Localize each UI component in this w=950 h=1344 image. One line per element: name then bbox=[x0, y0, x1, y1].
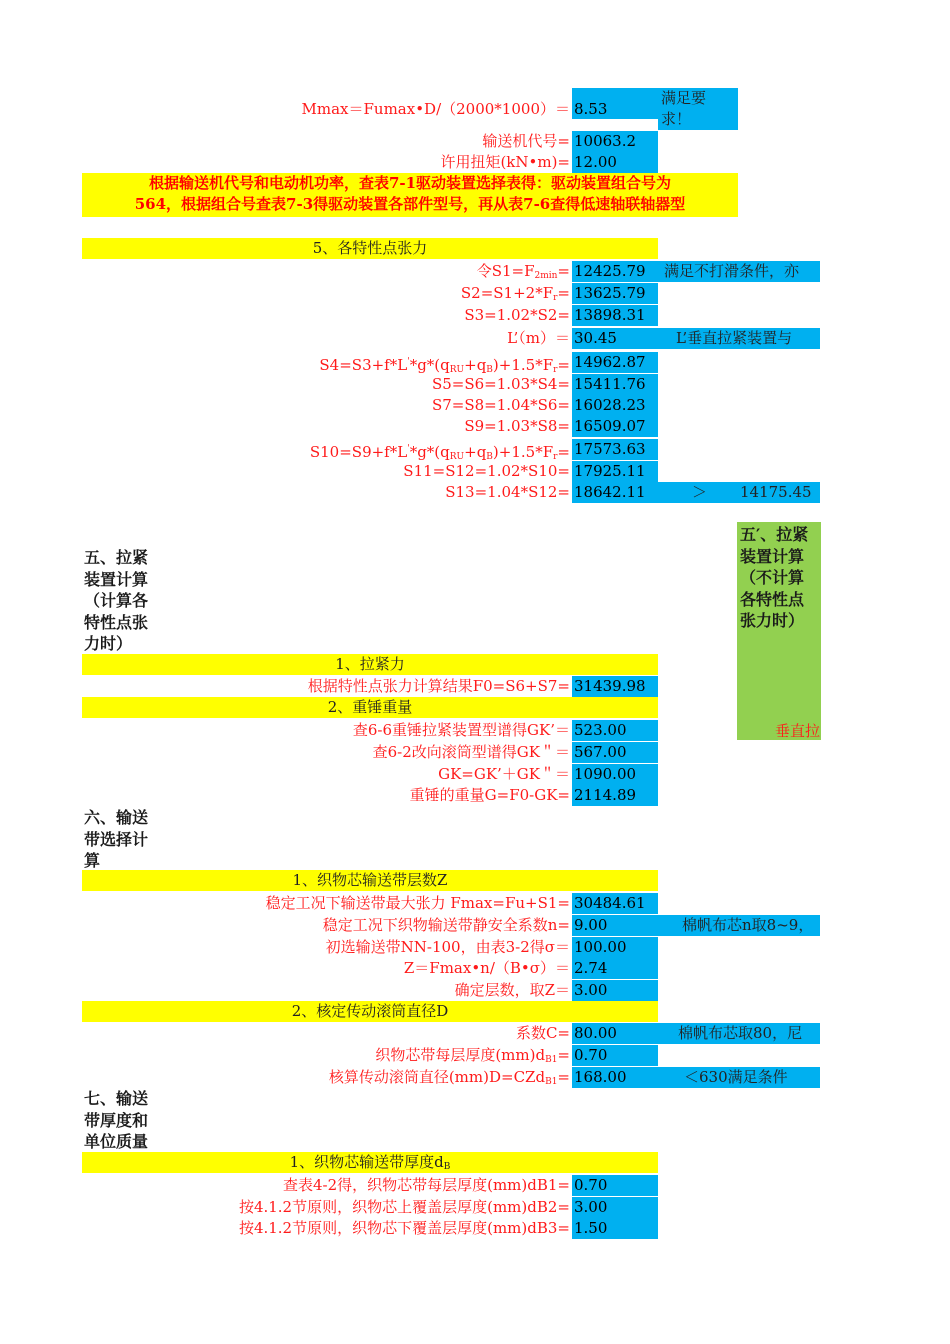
gk2-value: 567.00 bbox=[572, 742, 658, 763]
s13-value: 18642.11 bbox=[572, 482, 658, 503]
row-db2-thickness bbox=[0, 1197, 950, 1218]
row-z bbox=[0, 958, 950, 979]
s10-label: $S10=S9+f*L'*g*(q_{RU}+q_B)+1.5*F_r=$ bbox=[309, 443, 570, 462]
row-f0 bbox=[0, 676, 950, 697]
s2-value: 13625.79 bbox=[572, 283, 658, 304]
d-value: 168.00 bbox=[572, 1067, 658, 1088]
row-s11 bbox=[0, 461, 950, 482]
sigma-label: 初选输送带NN-100，由表3-2得σ＝ bbox=[325, 938, 570, 956]
t1-value: 0.70 bbox=[572, 1175, 658, 1196]
row-fmax bbox=[0, 893, 950, 914]
c-value: 80.00 bbox=[572, 1023, 658, 1044]
mmax-note: 满足要求！ bbox=[661, 89, 707, 128]
sigma-value: 100.00 bbox=[572, 937, 658, 958]
row-g bbox=[0, 785, 950, 806]
f0-label: 根据特性点张力计算结果F0=S6+S7= bbox=[307, 677, 570, 695]
row-s1 bbox=[0, 261, 950, 282]
row-d bbox=[0, 1067, 950, 1088]
alt-take-up-panel bbox=[737, 522, 821, 740]
s9-value: 16509.07 bbox=[572, 416, 658, 437]
row-s4 bbox=[0, 352, 950, 373]
take-up-section-title: 五、拉紧装置计算（计算各特性点张力时） bbox=[84, 548, 149, 653]
gk2-label: 查6-2改向滚筒型谱得GK＂＝ bbox=[372, 743, 570, 761]
row-c bbox=[0, 1023, 950, 1044]
conveyor-code-label: 输送机代号= bbox=[482, 132, 570, 150]
db1-value: 0.70 bbox=[572, 1045, 658, 1066]
row-s10 bbox=[0, 439, 950, 460]
drive-selection-warning bbox=[82, 173, 738, 217]
warning-line-1: 根据输送机代号和电动机功率，查表7-1驱动装置选择表得：驱动装置组合号为 bbox=[148, 174, 672, 192]
torque-label: 许用扭矩(kN•m)= bbox=[440, 153, 570, 171]
s5-label: S5=S6=1.03*S4= bbox=[431, 375, 570, 393]
t1-label: 查表4-2得，织物芯带每层厚度(mm)dB1= bbox=[282, 1176, 570, 1194]
row-conveyor-code bbox=[0, 131, 950, 152]
s1-value: 12425.79 bbox=[572, 261, 658, 282]
row-db1-thickness bbox=[0, 1175, 950, 1196]
row-torque bbox=[0, 152, 950, 173]
row-s2 bbox=[0, 283, 950, 304]
warning-line-2: 564，根据组合号查表7-3得驱动装置各部件型号，再从表7-6查得低速轴联轴器型 bbox=[134, 195, 686, 213]
z-value: 2.74 bbox=[572, 958, 658, 979]
row-db3-thickness bbox=[0, 1218, 950, 1239]
pulley-diameter-header: 2、核定传动滚筒直径D bbox=[82, 1001, 658, 1022]
alt-take-up-title: 五′、拉紧装置计算（不计算各特性点张力时） bbox=[740, 525, 809, 630]
db1-label-text: 织物芯带每层厚度(mm)d bbox=[375, 1046, 546, 1064]
c-label: 系数C= bbox=[515, 1024, 570, 1042]
row-l bbox=[0, 328, 950, 349]
row-gk2 bbox=[0, 742, 950, 763]
l-value: 30.45 bbox=[572, 328, 658, 349]
belt-select-section-title: 六、输送带选择计算 bbox=[84, 808, 149, 870]
c-note: 棉帆布芯取80，尼 bbox=[658, 1023, 820, 1044]
fmax-label: 稳定工况下输送带最大张力 Fmax=Fu+S1= bbox=[265, 894, 570, 912]
s1-note: 满足不打滑条件，亦 bbox=[658, 261, 820, 282]
row-s9 bbox=[0, 416, 950, 437]
row-gk bbox=[0, 764, 950, 785]
s13-note-value: 14175.45 bbox=[740, 483, 812, 501]
take-up-force-header: 1、拉紧力 bbox=[82, 654, 658, 675]
row-s13 bbox=[0, 482, 950, 503]
tension-header: 5、各特性点张力 bbox=[82, 238, 658, 259]
row-sigma bbox=[0, 937, 950, 958]
s11-label: S11=S12=1.02*S10= bbox=[403, 462, 570, 480]
n-note: 棉帆布芯n取8~9， bbox=[658, 915, 820, 936]
conveyor-code-value: 10063.2 bbox=[572, 131, 658, 152]
n-value: 9.00 bbox=[572, 915, 658, 936]
s1-label: 令$S1=F_{2min}=$ bbox=[476, 262, 570, 281]
g-value: 2114.89 bbox=[572, 785, 658, 806]
ply-count-header: 1、织物芯输送带层数Z bbox=[82, 870, 658, 891]
gk-label: GK=GK’＋GK＂＝ bbox=[438, 765, 570, 783]
s13-note bbox=[658, 482, 820, 503]
s9-label: S9=1.03*S8= bbox=[464, 417, 570, 435]
s4-label: $S4=S3+f*L'*g*(q_{RU}+q_B)+1.5*F_r=$ bbox=[319, 356, 570, 375]
n-label: 稳定工况下织物输送带静安全系数n= bbox=[322, 916, 570, 934]
s3-value: 13898.31 bbox=[572, 305, 658, 326]
s3-label: S3=1.02*S2= bbox=[464, 306, 570, 324]
z-final-value: 3.00 bbox=[572, 980, 658, 1001]
s13-label: S13=1.04*S12= bbox=[445, 483, 570, 501]
counterweight-header: 2、重锤重量 bbox=[82, 697, 658, 718]
row-s5 bbox=[0, 374, 950, 395]
z-label: Z＝Fmax•n/（B•σ）＝ bbox=[403, 959, 570, 977]
d-label: 核算传动滚筒直径(mm)D=CZd$_{B1}$= bbox=[328, 1068, 570, 1087]
z-final-label: 确定层数，取Z＝ bbox=[454, 981, 570, 999]
l-label: L’（m）＝ bbox=[507, 329, 570, 347]
t3-value: 1.50 bbox=[572, 1218, 658, 1239]
row-s7 bbox=[0, 395, 950, 416]
fmax-value: 30484.61 bbox=[572, 893, 658, 914]
s10-value: 17573.63 bbox=[572, 439, 658, 460]
gk1-value: 523.00 bbox=[572, 720, 658, 741]
s7-value: 16028.23 bbox=[572, 395, 658, 416]
row-n bbox=[0, 915, 950, 936]
t2-label: 按4.1.2节原则，织物芯上覆盖层厚度(mm)dB2= bbox=[238, 1198, 570, 1216]
belt-thickness-header: 1、织物芯输送带厚度$d_B$ bbox=[82, 1152, 658, 1173]
db1-label: 织物芯带每层厚度$(mm)d_{B1}=$ bbox=[375, 1046, 570, 1065]
row-mmax bbox=[0, 99, 950, 120]
l-note: L’垂直拉紧装置与 bbox=[658, 328, 820, 349]
s4-value: 14962.87 bbox=[572, 352, 658, 373]
f0-value: 31439.98 bbox=[572, 676, 658, 697]
g-label: 重锤的重量G=F0-GK= bbox=[409, 786, 570, 804]
torque-value: 12.00 bbox=[572, 152, 658, 173]
row-z-final bbox=[0, 980, 950, 1001]
t2-value: 3.00 bbox=[572, 1197, 658, 1218]
gk1-label: 查6-6重锤拉紧装置型谱得GK’＝ bbox=[352, 721, 570, 739]
gk-value: 1090.00 bbox=[572, 764, 658, 785]
row-gk1 bbox=[0, 720, 950, 741]
alt-take-up-fragment: 垂直拉 bbox=[775, 722, 821, 740]
row-s3 bbox=[0, 305, 950, 326]
s5-value: 15411.76 bbox=[572, 374, 658, 395]
mmax-label: Mmax＝Fumax•D/（2000*1000）＝ bbox=[301, 100, 570, 118]
d-label-text: 核算传动滚筒直径(mm)D=CZd bbox=[328, 1068, 546, 1086]
s7-label: S7=S8=1.04*S6= bbox=[431, 396, 570, 414]
row-db1 bbox=[0, 1045, 950, 1066]
belt-thickness-header-text: 1、织物芯输送带厚度d bbox=[289, 1153, 444, 1171]
belt-thickness-section-title: 七、输送带厚度和单位质量 bbox=[84, 1089, 149, 1151]
d-note: ＜630满足条件 bbox=[658, 1067, 820, 1088]
s13-note-symbol: ＞ bbox=[692, 483, 708, 501]
mmax-value: 8.53 bbox=[572, 88, 658, 119]
s2-label: $S2=S1+2*F_r=$ bbox=[460, 284, 570, 303]
t3-label: 按4.1.2节原则，织物芯下覆盖层厚度(mm)dB3= bbox=[238, 1219, 570, 1237]
s11-value: 17925.11 bbox=[572, 461, 658, 482]
